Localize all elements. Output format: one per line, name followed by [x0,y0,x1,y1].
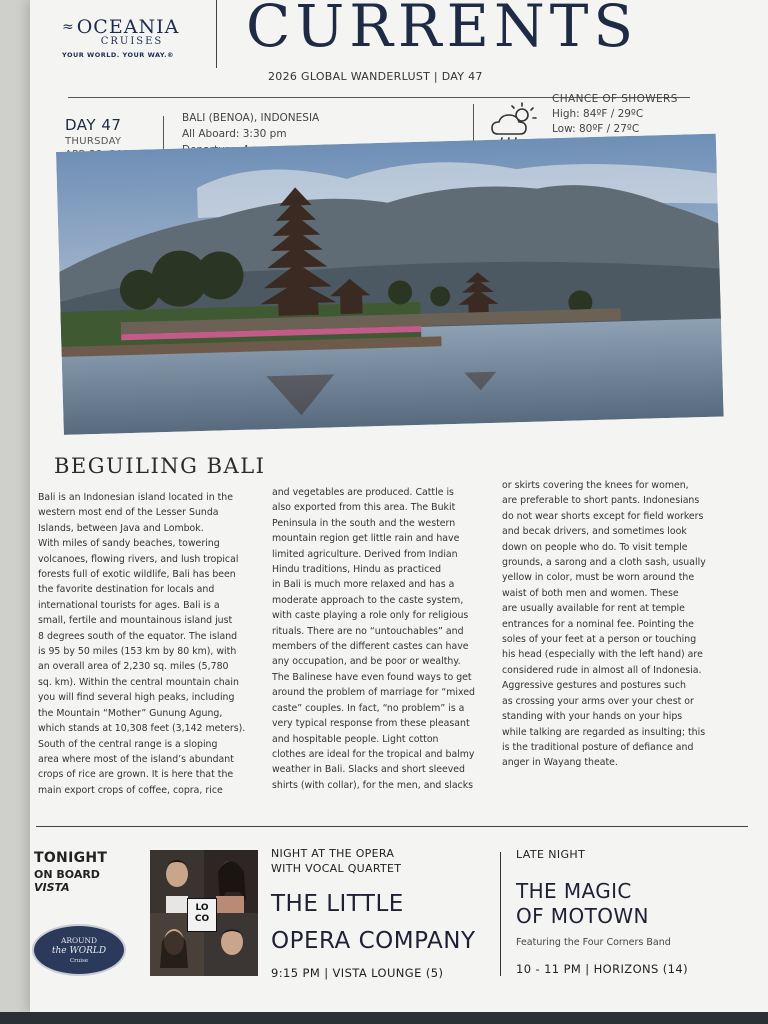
tonight-label [34,850,107,894]
port-name: BALI (BENOA), INDONESIA [182,112,320,124]
opera-time: 9:15 PM | VISTA LOUNGE (5) [271,966,444,980]
article-column-3: or skirts covering the knees for women, are preferable to short pants. Indonesians do not wear shorts except for field workers and becak drivers, and sometimes look down on people who do. To visit temple grounds, a sarong and a cloth sash, usually yellow in color, must be worn around the waist of both men and women. These are usually available for rent at temple entrances for a nominal fee. Pointing the soles of your feet at a person or touching his head (especially with the left hand) are considered rude in almost all of Indonesia. Aggressive gestures and postures such as crossing your arms over your chest or standing with your hands on your hips while talking are regarded as insulting; this is the traditional posture of defiance and anger in Wayang theate. [502,480,706,769]
temple-lake-photo [56,134,724,435]
oceania-logo [62,16,202,59]
trademark-mark: ® [166,51,174,59]
late-title-1: THE MAGIC [516,879,632,903]
day-number: DAY 47 [65,116,122,134]
badge-line-2: the WORLD [51,946,107,956]
hero-photo [56,134,724,435]
all-aboard-time: All Aboard: 3:30 pm [182,128,287,140]
late-night-event [516,848,688,976]
newsletter-title: CURRENTS [246,0,639,60]
article-column-1: Bali is an Indonesian island located in the western most end of the Lesser Sunda Islands, between Java and Lombok. With miles of sandy beaches, towering volcanoes, flowing rivers, and lush tropical forests full of exotic wildlife, Bali has been the favorite destination for locals and international tourists for ages. Bali is a small, fertile and mountainous island just 8 degrees south of the equator. The island is 95 by 50 miles (153 km by 80 km), with an overall area of 2,230 sq. miles (5,780 sq. km). Within the central mountain chain you will find several high peaks, including the Mountain “Mother” Gunung Agung, which stands at 10,308 feet (3,142 meters). South of the central range is a sloping area where most of the island’s abundant crops of rice are grown. It is here that the main export crops of coffee, copra, rice [38,492,246,796]
article-headline: BEGUILING BALI [54,454,266,478]
article-column-2: and vegetables are produced. Cattle is also exported from this area. The Bukit Peninsula in the south and the western mountain region get little rain and have limited agriculture. Derived from Indian Hindu traditions, Hindu as practiced in Bali is much more relaxed and has a moderate approach to the caste system, with caste playing a role only for religious rituals. There are no “untouchables” and members of the different castes can have any occupation, and be poor or wealthy. The Balinese have even found ways to get around the problem of marriage for “mixed caste” couples. In fact, “no problem” is a very typical response from these pleasant and hospitable people. Light cotton clothes are ideal for the tropical and balmy weather in Bali. Slacks and short sleeved shirts (with collar), for the men, and slacks [272,487,476,791]
badge-line-1: AROUND [60,936,98,945]
on-board-label: ON BOARD [34,868,100,881]
opera-title-2: OPERA COMPANY [271,928,476,954]
opera-event [271,846,476,980]
section-rule [36,826,748,827]
late-subtitle: Featuring the Four Corners Band [516,937,671,948]
weather-forecast: CHANCE OF SHOWERS [552,93,678,105]
logo-brand: OCEANIA [76,16,180,38]
weather-info [552,92,678,137]
opera-title-1: THE LITTLE [271,891,404,917]
late-night-kicker: LATE NIGHT [516,848,586,861]
late-title-2: OF MOTOWN [516,904,649,928]
newsletter-subtitle: 2026 GLOBAL WANDERLUST | DAY 47 [268,70,483,83]
tonight-heading: TONIGHT [34,850,108,866]
logo-tagline: YOUR WORLD. YOUR WAY. [62,51,167,59]
opera-kicker-1: NIGHT AT THE OPERA [271,847,395,860]
high-temperature: High: 84ºF / 29ºC [552,108,644,120]
late-time: 10 - 11 PM | HORIZONS (14) [516,962,689,976]
event-divider [500,852,501,976]
low-temperature: Low: 80ºF / 27ºC [552,123,640,135]
badge-line-3: Cruise [69,958,89,964]
loco-logo: LO CO [187,898,217,932]
logo-brand-sub: CRUISES [100,36,164,47]
venue-name: VISTA [34,881,70,894]
opera-kicker-2: WITH VOCAL QUARTET [271,862,402,875]
weekday: THURSDAY [65,136,122,147]
masthead-divider [216,0,217,68]
table-surface [0,1012,768,1024]
logo-swoosh-icon: ≈ [62,19,75,35]
around-the-world-badge [32,924,126,976]
